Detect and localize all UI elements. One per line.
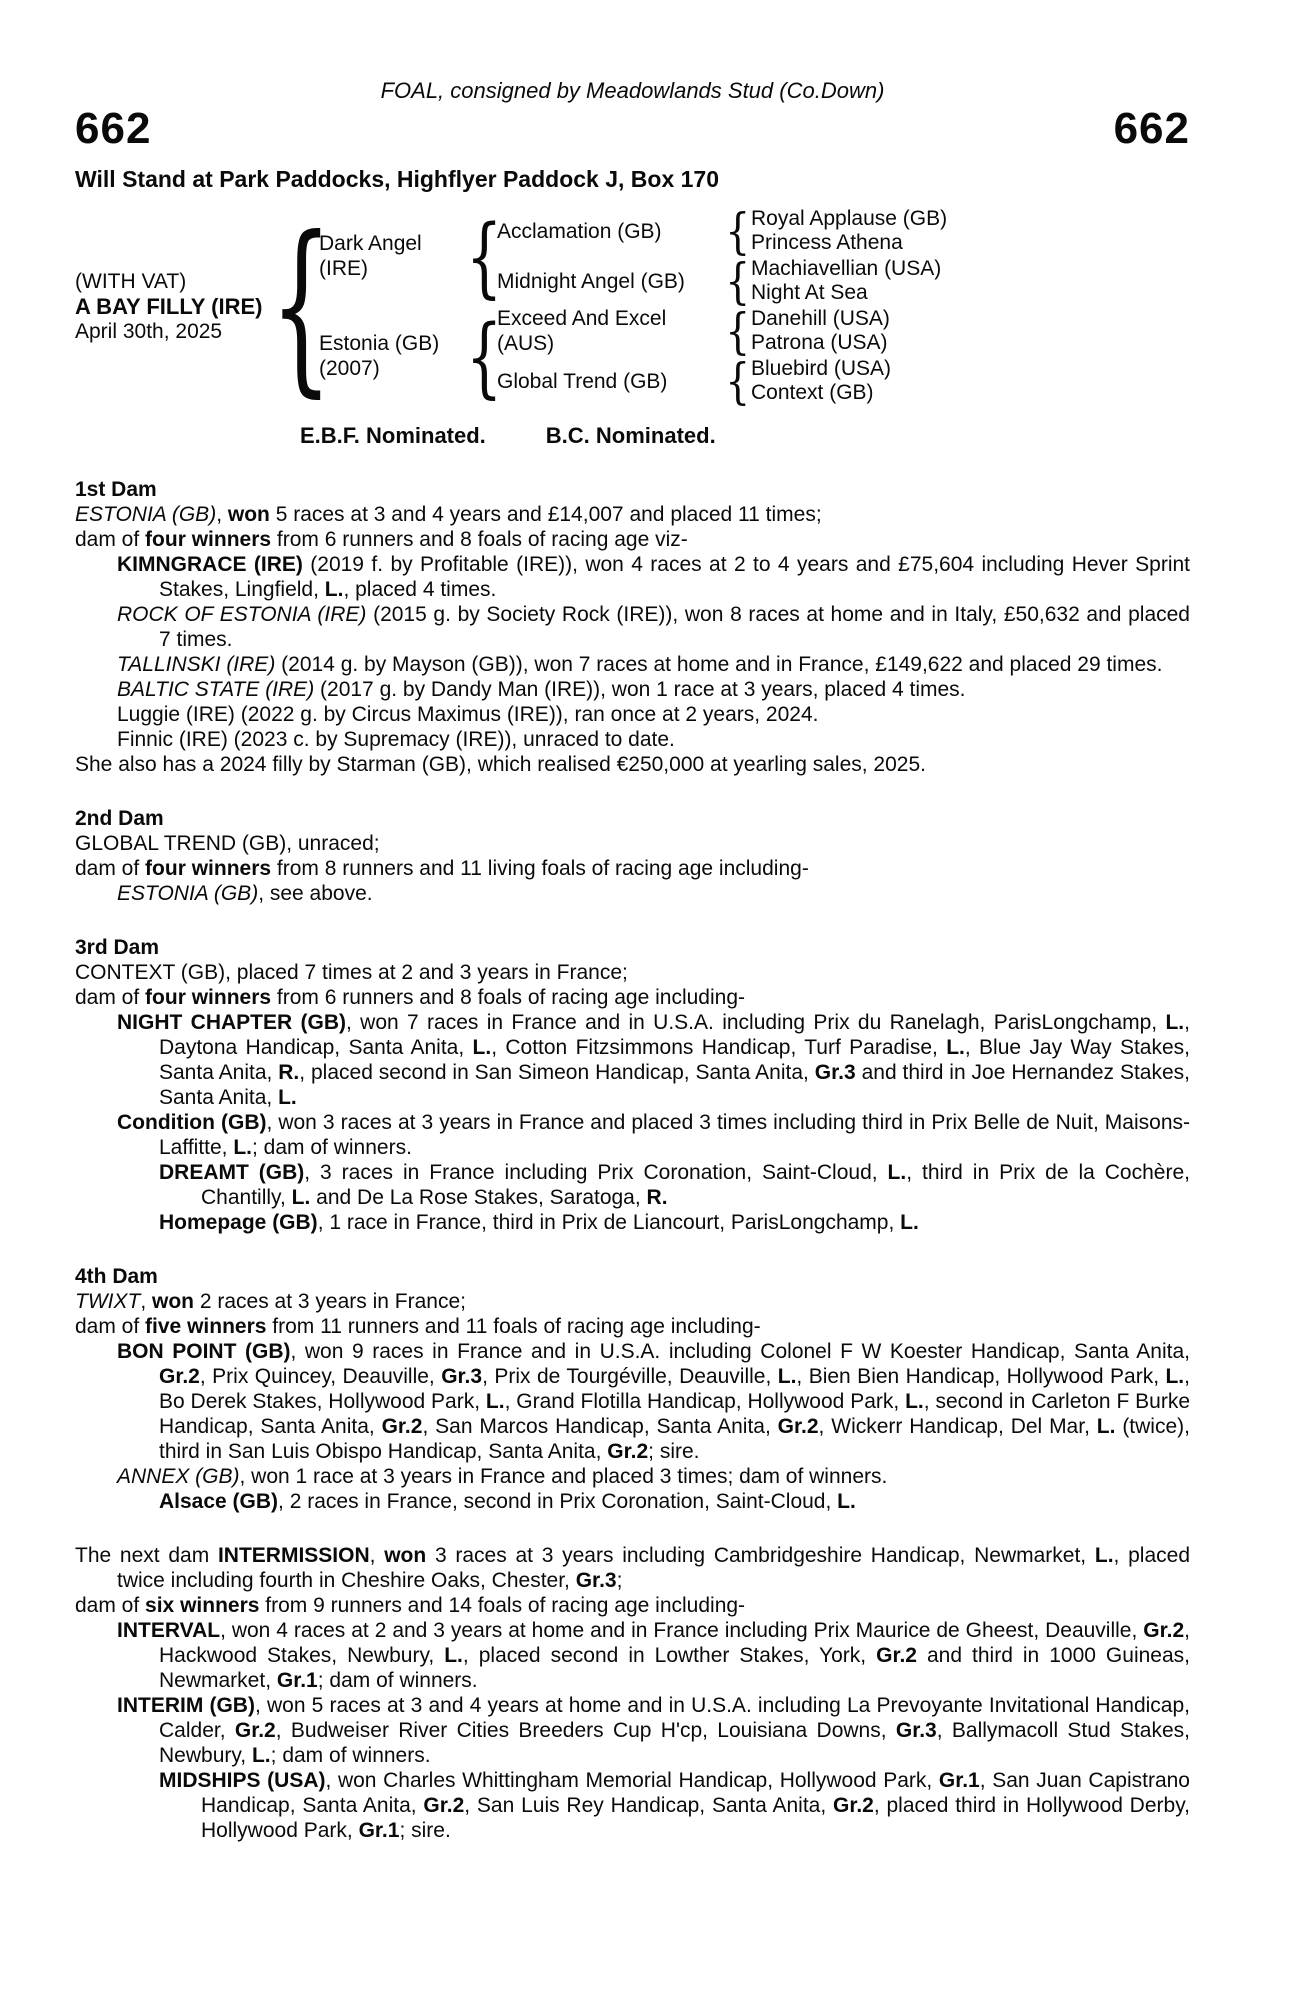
catalogue-paragraph: CONTEXT (GB), placed 7 times at 2 and 3 years in France; — [75, 961, 628, 984]
sire-cell — [319, 206, 471, 306]
catalogue-paragraph: Condition (GB), won 3 races at 3 years in France and placed 3 times including third in Prix Belle de Nuit, Maisons-Laffitte, L.; dam of winners. — [117, 1111, 1190, 1159]
dam-dam-row — [497, 356, 1190, 406]
catalogue-paragraph: INTERIM (GB), won 5 races at 3 and 4 years at home and in U.S.A. including La Prevoyante Invitational Handicap, Calder, Gr.2, Budweiser River Cities Breeders Cup H'cp, Louisiana Downs, Gr.3, Ballymacoll Stud Stakes, Newbury, L.; dam of winners. — [117, 1694, 1190, 1767]
catalogue-paragraph: dam of four winners from 6 runners and 8 foals of racing age including- — [75, 986, 745, 1009]
sire-sire-row — [497, 206, 1190, 256]
catalogue-paragraph: MIDSHIPS (USA), won Charles Whittingham Memorial Handicap, Hollywood Park, Gr.1, San Juan Capistrano Handicap, Santa Anita, Gr.2, San Luis Rey Handicap, Santa Anita, Gr.2, placed third in Hollywood Derby, Hollywood Park, Gr.1; sire. — [159, 1769, 1190, 1842]
pedigree-brace-dam — [471, 306, 497, 406]
catalogue-paragraph: TALLINSKI (IRE) (2014 g. by Mayson (GB)), won 7 races at home and in France, £149,622 and placed 29 times. — [117, 653, 1163, 676]
sire-dam-name: Midnight Angel (GB) — [497, 269, 685, 293]
dam-cell — [319, 306, 471, 406]
bc-nominated-label: B.C. Nominated. — [545, 423, 716, 448]
pedigree-section — [75, 935, 1190, 1235]
section-heading: 1st Dam — [75, 478, 157, 501]
dam-branch — [319, 306, 1190, 406]
lot-number-row — [75, 104, 1190, 153]
catalogue-paragraph: ROCK OF ESTONIA (IRE) (2015 g. by Society Rock (IRE)), won 8 races at home and in Italy, £50,632 and placed 7 times. — [117, 603, 1190, 651]
catalogue-paragraph: Homepage (GB), 1 race in France, third in Prix de Liancourt, ParisLongchamp, L. — [159, 1211, 919, 1234]
dam-sire-name: Exceed And Excel (AUS) — [497, 307, 667, 355]
catalogue-paragraph: Alsace (GB), 2 races in France, second in Prix Coronation, Saint-Cloud, L. — [159, 1490, 856, 1513]
foal-description: A BAY FILLY (IRE) — [75, 293, 263, 319]
nomination-row — [300, 423, 1190, 448]
pedigree-brace-small — [725, 206, 751, 256]
sire-sire-name: Acclamation (GB) — [497, 219, 662, 243]
catalogue-paragraph: The next dam INTERMISSION, won 3 races at 3 years including Cambridgeshire Handicap, Newmarket, L., placed twice including fourth in Cheshire Oaks, Chester, Gr.3; — [75, 1544, 1191, 1592]
sire-branch — [319, 206, 1190, 306]
great-grandsire-name: Machiavellian (USA) — [751, 257, 942, 280]
pedigree-section — [75, 1264, 1190, 1514]
pedigree-section — [75, 477, 1190, 777]
catalogue-paragraph: DREAMT (GB), 3 races in France including Prix Coronation, Saint-Cloud, L., third in Prix de la Cochère, Chantilly, L. and De La Rose Stakes, Saratoga, R. — [159, 1161, 1190, 1209]
pedigree-generations — [319, 206, 1190, 406]
great-grandsire-name: Bluebird (USA) — [751, 357, 892, 380]
pedigree-section — [75, 1543, 1190, 1843]
great-grandsire-name: Danehill (USA) — [751, 307, 890, 330]
pedigree-brace-small — [725, 256, 751, 306]
catalogue-paragraph: dam of six winners from 9 runners and 14 foals of racing age including- — [75, 1594, 746, 1617]
great-granddam-name: Patrona (USA) — [751, 331, 888, 354]
page-content — [75, 0, 1190, 1843]
foal-date: April 30th, 2025 — [75, 319, 223, 343]
pedigree-table — [75, 206, 1190, 406]
catalogue-paragraph: ANNEX (GB), won 1 race at 3 years in France and placed 3 times; dam of winners. — [117, 1465, 888, 1488]
catalogue-paragraph: Luggie (IRE) (2022 g. by Circus Maximus (IRE)), ran once at 2 years, 2024. — [117, 703, 819, 726]
consignor-line: FOAL, consigned by Meadowlands Stud (Co.Down) — [380, 78, 885, 103]
pedigree-brace-main — [283, 206, 319, 406]
vat-note: (WITH VAT) — [75, 269, 187, 293]
catalogue-paragraph: ESTONIA (GB), see above. — [117, 882, 373, 905]
ebf-nominated-label: E.B.F. Nominated. — [300, 423, 486, 448]
lot-number-left: 662 — [75, 104, 152, 153]
dam-dam-name: Global Trend (GB) — [497, 369, 668, 393]
section-heading: 3rd Dam — [75, 936, 160, 959]
catalogue-paragraph: GLOBAL TREND (GB), unraced; — [75, 832, 380, 855]
foal-info — [75, 206, 283, 406]
catalogue-paragraph: dam of five winners from 11 runners and 11 foals of racing age including- — [75, 1315, 761, 1338]
lot-number-right: 662 — [1113, 104, 1190, 153]
catalogue-paragraph: KIMNGRACE (IRE) (2019 f. by Profitable (IRE)), won 4 races at 2 to 4 years and £75,604 including Hever Sprint Stakes, Lingfield, L., placed 4 times. — [117, 553, 1191, 601]
stand-location-line: Will Stand at Park Paddocks, Highflyer Paddock J, Box 170 — [75, 166, 719, 192]
great-granddam-name: Princess Athena — [751, 231, 903, 254]
catalogue-paragraph: Finnic (IRE) (2023 c. by Supremacy (IRE)), unraced to date. — [117, 728, 675, 751]
pedigree-brace-small — [725, 356, 751, 406]
great-granddam-name: Night At Sea — [751, 281, 868, 304]
sire-name: Dark Angel (IRE) — [319, 232, 422, 280]
great-grandsire-name: Royal Applause (GB) — [751, 207, 948, 230]
catalogue-paragraph: dam of four winners from 8 runners and 11 living foals of racing age including- — [75, 857, 809, 880]
sire-dam-row — [497, 256, 1190, 306]
section-heading: 4th Dam — [75, 1265, 158, 1288]
dam-name: Estonia (GB) — [319, 332, 440, 355]
catalogue-paragraph: ESTONIA (GB), won 5 races at 3 and 4 years and £14,007 and placed 11 times; — [75, 503, 822, 526]
catalogue-paragraph: BALTIC STATE (IRE) (2017 g. by Dandy Man (IRE)), won 1 race at 3 years, placed 4 times. — [117, 678, 966, 701]
catalogue-paragraph: NIGHT CHAPTER (GB), won 7 races in France and in U.S.A. including Prix du Ranelagh, ParisLongchamp, L., Daytona Handicap, Santa Anita, L., Cotton Fitzsimmons Handicap, Turf Paradise, L., Blue Jay Way Stakes, Santa Anita, R., placed second in San Simeon Handicap, Santa Anita, Gr.3 and third in Joe Hernandez Stakes, Santa Anita, L. — [117, 1011, 1191, 1109]
pedigree-section — [75, 806, 1190, 906]
catalogue-paragraph: TWIXT, won 2 races at 3 years in France; — [75, 1290, 466, 1313]
pedigree-brace-small — [725, 306, 751, 356]
dam-sire-row — [497, 306, 1190, 356]
great-granddam-name: Context (GB) — [751, 381, 874, 404]
catalogue-paragraph: BON POINT (GB), won 9 races in France and in U.S.A. including Colonel F W Koester Handicap, Santa Anita, Gr.2, Prix Quincey, Deauville, Gr.3, Prix de Tourgéville, Deauville, L., Bien Bien Handicap, Hollywood Park, L., Bo Derek Stakes, Hollywood Park, L., Grand Flotilla Handicap, Hollywood Park, L., second in Carleton F Burke Handicap, Santa Anita, Gr.2, San Marcos Handicap, Santa Anita, Gr.2, Wickerr Handicap, Del Mar, L. (twice), third in San Luis Obispo Handicap, Santa Anita, Gr.2; sire. — [117, 1340, 1190, 1463]
catalogue-paragraph: dam of four winners from 6 runners and 8 foals of racing age viz- — [75, 528, 688, 551]
section-heading: 2nd Dam — [75, 807, 164, 830]
catalogue-paragraph: INTERVAL, won 4 races at 2 and 3 years at home and in France including Prix Maurice de Gheest, Deauville, Gr.2, Hackwood Stakes, Newbury, L., placed second in Lowther Stakes, York, Gr.2 and third in 1000 Guineas, Newmarket, Gr.1; dam of winners. — [117, 1619, 1190, 1692]
pedigree-text-sections — [75, 477, 1190, 1843]
pedigree-brace-sire — [471, 206, 497, 306]
dam-year: (2007) — [319, 357, 380, 380]
catalogue-paragraph: She also has a 2024 filly by Starman (GB), which realised €250,000 at yearling sales, 2025. — [75, 753, 926, 776]
